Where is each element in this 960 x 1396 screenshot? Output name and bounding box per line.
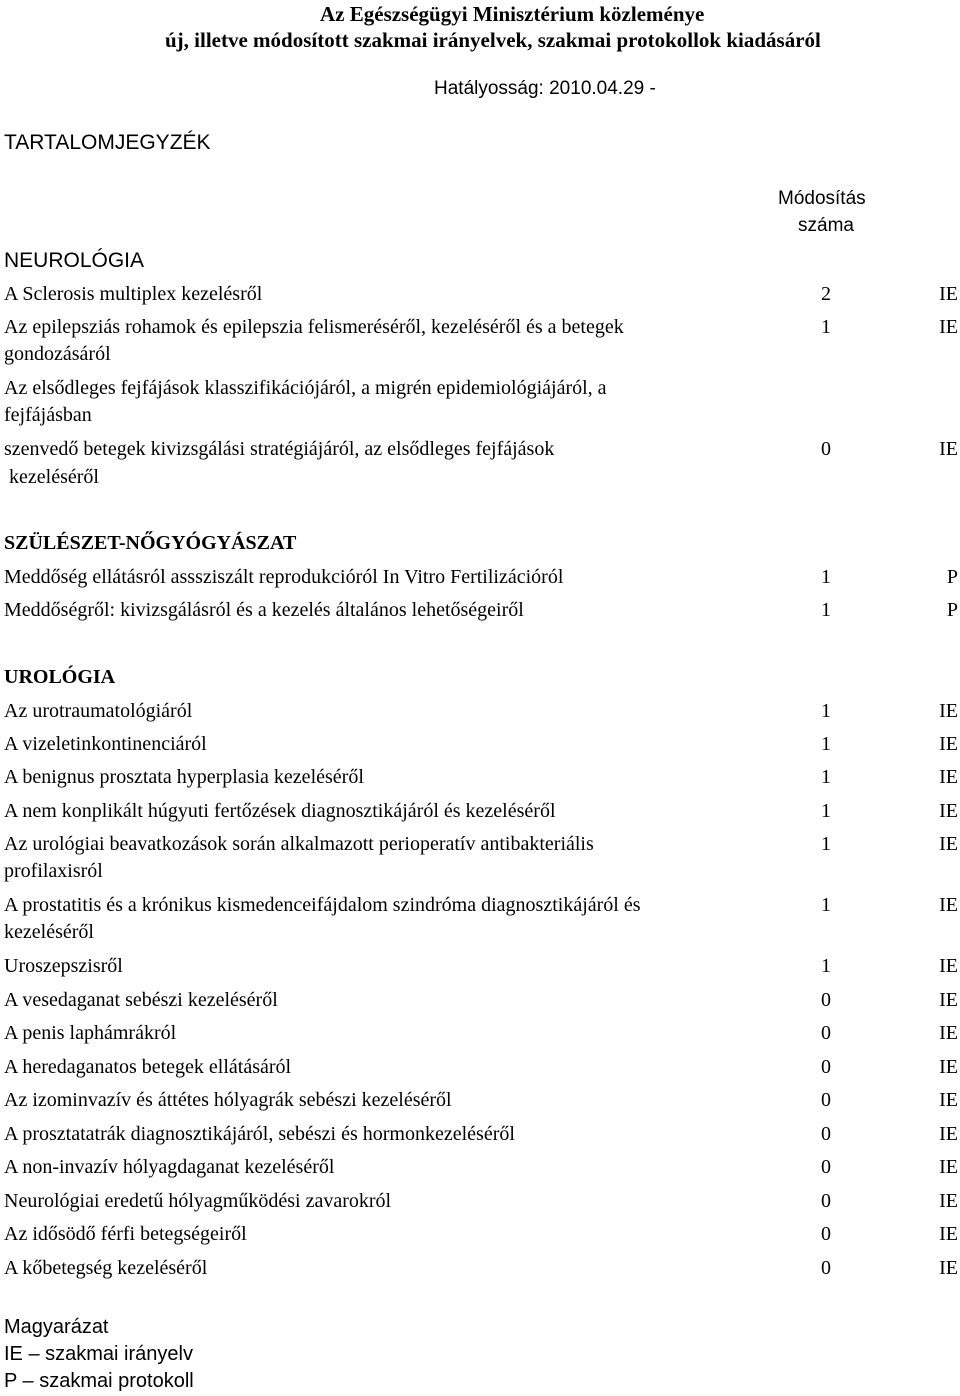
entry-title: Az urotraumatológiáról (4, 700, 193, 722)
entry-title: Az epilepsziás rohamok és epilepszia felismeréséről, kezeléséről és a betegek (4, 316, 624, 338)
modification-number: 0 (821, 1056, 831, 1078)
document-type: IE (939, 700, 958, 722)
modification-number: 0 (821, 1123, 831, 1145)
modification-number: 0 (821, 1022, 831, 1044)
document-type: IE (939, 283, 958, 305)
modification-number: 0 (821, 989, 831, 1011)
document-type: IE (939, 1257, 958, 1279)
entry-title: A penis laphámrákról (4, 1022, 177, 1044)
entry-title: Az idősödő férfi betegségeiről (4, 1223, 247, 1245)
modification-number: 0 (821, 1223, 831, 1245)
entry-title: A prosztatatrák diagnosztikájáról, sebészi és hormonkezeléséről (4, 1123, 515, 1145)
modification-number: 0 (821, 1089, 831, 1111)
entry-title: A vizeletinkontinenciáról (4, 733, 207, 755)
modification-number: 1 (821, 733, 831, 755)
document-type: IE (939, 1022, 958, 1044)
modification-number: 1 (821, 700, 831, 722)
document-type: IE (939, 1056, 958, 1078)
toc-heading: TARTALOMJEGYZÉK (4, 131, 211, 154)
entry-title: Az izominvazív és áttétes hólyagrák sebészi kezeléséről (4, 1089, 452, 1111)
validity-date: Hatályosság: 2010.04.29 - (434, 78, 656, 99)
entry-title: Az elsődleges fejfájások klasszifikációjáról, a migrén epidemiológiájáról, a (4, 377, 607, 399)
document-type: P (946, 599, 958, 621)
section-title-urologia: UROLÓGIA (4, 666, 116, 688)
entry-title: Az urológiai beavatkozások során alkalmazott perioperatív antibakteriális (4, 833, 594, 855)
modification-number: 1 (821, 766, 831, 788)
document-title-line1: Az Egészségügyi Minisztérium közleménye (320, 2, 705, 26)
document-type: IE (939, 438, 958, 460)
entry-title-continuation: gondozásáról (4, 343, 111, 365)
modification-number: 0 (821, 1156, 831, 1178)
entry-title: A benignus prosztata hyperplasia kezeléséről (4, 766, 364, 788)
modification-number: 1 (821, 894, 831, 916)
section-title-neurologia: NEUROLÓGIA (4, 249, 145, 272)
entry-title: A non-invazív hólyagdaganat kezeléséről (4, 1156, 335, 1178)
entry-title: A Sclerosis multiplex kezelésről (4, 283, 263, 305)
entry-title: szenvedő betegek kivizsgálási stratégiájáról, az elsődleges fejfájások (4, 438, 555, 460)
entry-title-continuation: fejfájásban (4, 404, 92, 426)
document-type: IE (939, 1190, 958, 1212)
entry-title: Neurológiai eredetű hólyagműködési zavarokról (4, 1190, 392, 1212)
entry-title: Meddőség ellátásról asssziszált reprodukcióról In Vitro Fertilizációról (4, 566, 564, 588)
document-type: IE (939, 833, 958, 855)
document-type: IE (939, 1089, 958, 1111)
entry-title-continuation: kezeléséről (4, 921, 94, 943)
document-type: IE (939, 800, 958, 822)
entry-title: Meddőségről: kivizsgálásról és a kezelés általános lehetőségeiről (4, 599, 524, 621)
entry-title: A heredaganatos betegek ellátásáról (4, 1056, 292, 1078)
modification-number: 1 (821, 566, 831, 588)
entry-title: A kőbetegség kezeléséről (4, 1257, 208, 1279)
entry-title-continuation: profilaxisról (4, 860, 103, 882)
entry-title: Uroszepszisről (4, 955, 123, 977)
entry-title: A prostatitis és a krónikus kismedenceifájdalom szindróma diagnosztikájáról és (4, 894, 641, 916)
document-type: IE (939, 766, 958, 788)
document-type: P (946, 566, 958, 588)
document-type: IE (939, 1123, 958, 1145)
modification-number: 1 (821, 800, 831, 822)
legend-ie: IE – szakmai irányelv (4, 1343, 193, 1365)
document-type: IE (939, 1156, 958, 1178)
document-title-line2: új, illetve módosított szakmai irányelvek, szakmai protokollok kiadásáról (165, 28, 821, 52)
modification-number: 0 (821, 1190, 831, 1212)
column-header-modification: Módosítás (778, 188, 866, 209)
section-title-szuleszet: SZÜLÉSZET-NŐGYÓGYÁSZAT (4, 532, 297, 554)
document-type: IE (939, 1223, 958, 1245)
entry-title: A vesedaganat sebészi kezeléséről (4, 989, 278, 1011)
modification-number: 0 (821, 1257, 831, 1279)
document-type: IE (939, 316, 958, 338)
modification-number: 2 (821, 283, 831, 305)
modification-number: 1 (821, 833, 831, 855)
document-type: IE (939, 733, 958, 755)
entry-title-continuation: kezeléséről (4, 466, 99, 488)
document-type: IE (939, 894, 958, 916)
column-header-number: száma (798, 215, 854, 236)
document-type: IE (939, 955, 958, 977)
modification-number: 0 (821, 438, 831, 460)
document-type: IE (939, 989, 958, 1011)
modification-number: 1 (821, 599, 831, 621)
modification-number: 1 (821, 955, 831, 977)
legend-p: P – szakmai protokoll (4, 1370, 194, 1392)
entry-title: A nem konplikált húgyuti fertőzések diagnosztikájáról és kezeléséről (4, 800, 556, 822)
legend-title: Magyarázat (4, 1316, 109, 1338)
modification-number: 1 (821, 316, 831, 338)
